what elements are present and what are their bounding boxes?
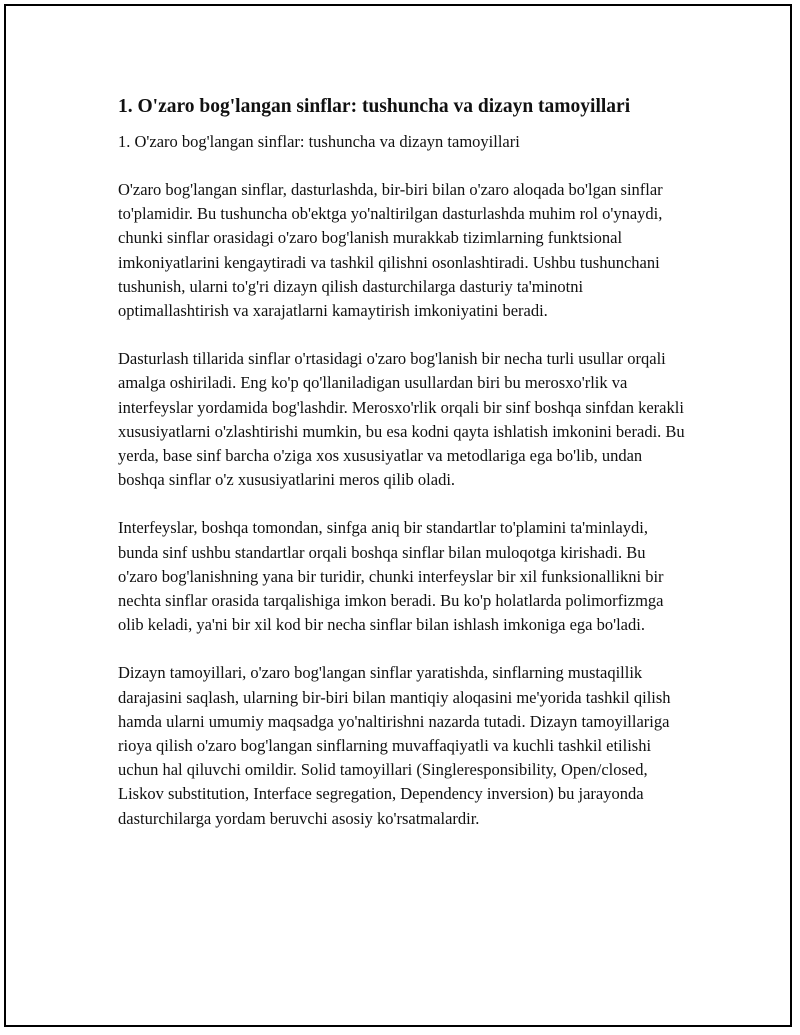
paragraph-4: Dizayn tamoyillari, o'zaro bog'langan sinflar yaratishda, sinflarning mustaqillik darajasini saqlash, ularning bir-biri bilan mantiqiy aloqasini me'yorida tashkil qilish hamda ularni umumiy maqsadga yo'naltirishni nazarda tutadi. Dizayn tamoyillariga rioya qilish o'zaro bog'langan sinflarning muvaffaqiyatli va kuchli tashkil etilishi uchun hal qiluvchi omildir. Solid tamoyillari (Singleresponsibility, Open/closed, Liskov substitution, Interface segregation, Dependency inversion) bu jarayonda dasturchilarga yordam beruvchi asosiy ko'rsatmalardir. <box>118 663 671 828</box>
document-body <box>118 94 688 855</box>
section-heading: 1. O'zaro bog'langan sinflar: tushuncha va dizayn tamoyillari <box>118 132 520 151</box>
paragraph-2: Dasturlash tillarida sinflar o'rtasidagi o'zaro bog'lanish bir necha turli usullar orqali amalga oshiriladi. Eng ko'p qo'llaniladigan usullardan biri bu merosxo'rlik va interfeyslar yordamida bog'lashdir. Merosxo'rlik orqali bir sinf boshqa sinfdan kerakli xususiyatlarni o'zlashtirishi mumkin, bu esa kodni qayta ishlatish imkonini beradi. Bu yerda, base sinf barcha o'ziga xos xususiyatlar va metodlariga ega bo'lib, undan boshqa sinflar o'z xususiyatlarini meros qilib oladi. <box>118 349 685 490</box>
page-title: 1. O'zaro bog'langan sinflar: tushuncha va dizayn tamoyillari <box>118 96 631 117</box>
paragraph-1: O'zaro bog'langan sinflar, dasturlashda, bir-biri bilan o'zaro aloqada bo'lgan sinflar to'plamidir. Bu tushuncha ob'ektga yo'naltirilgan dasturlashda muhim rol o'ynaydi, chunki sinflar orasidagi o'zaro bog'lanish murakkab tizimlarning funktsional imkoniyatlarini kengaytiradi va tashkil qilishni osonlashtiradi. Ushbu tushunchani tushunish, ularni to'g'ri dizayn qilish dasturchilarga dasturiy ta'minotni optimallashtirish va xarajatlarni kamaytirish imkoniyatini beradi. <box>118 180 663 321</box>
paragraph-3: Interfeyslar, boshqa tomondan, sinfga aniq bir standartlar to'plamini ta'minlaydi, bunda sinf ushbu standartlar orqali boshqa sinflar bilan muloqotga kirishadi. Bu o'zaro bog'lanishning yana bir turidir, chunki interfeyslar bir xil funksionallikni bir nechta sinflar orasida tarqalishiga imkon beradi. Bu ko'p holatlarda polimorfizmga olib keladi, ya'ni bir xil kod bir necha sinflar bilan ishlash imkoniga ega bo'ladi. <box>118 518 664 635</box>
